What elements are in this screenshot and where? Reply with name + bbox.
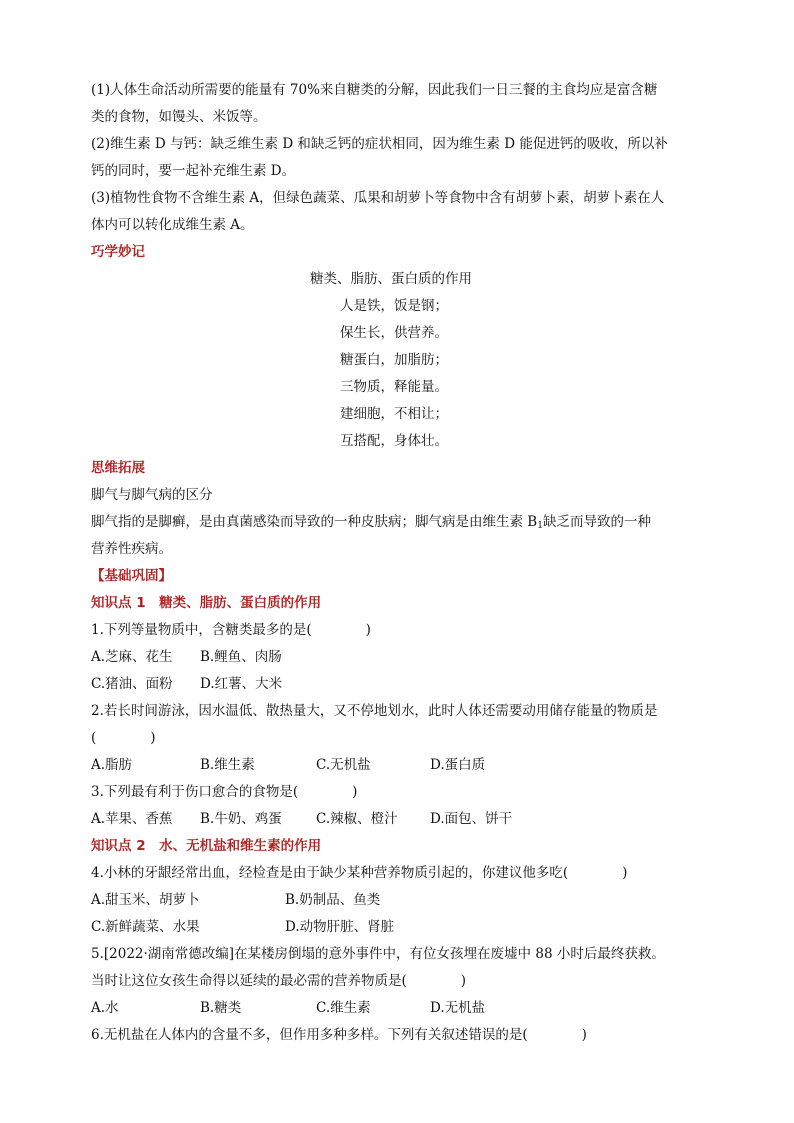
note-3-line-1: (3)植物性食物不含维生素 A，但绿色蔬菜、瓜果和胡萝卜等食物中含有胡萝卜素，胡萝卜素在人 (91, 190, 665, 206)
question-1-option-c: C.猪油、面粉 (91, 676, 173, 692)
question-3-option-d: D.面包、饼干 (430, 811, 513, 827)
extension-body-part-2: 缺乏而导致的一种 (542, 514, 651, 530)
question-1-option-d: D.红薯、大米 (200, 676, 283, 692)
question-3-option-c: C.辣椒、橙汁 (316, 811, 398, 827)
question-2-option-d: D.蛋白质 (430, 757, 486, 773)
question-4-option-c: C.新鲜蔬菜、水果 (91, 919, 200, 935)
extension-subtitle: 脚气与脚气病的区分 (91, 487, 213, 503)
mnemonic-line: 保生长，供营养。 (340, 325, 448, 341)
extension-body-sub: 1 (537, 521, 543, 531)
question-3-stem: 3.下列最有利于伤口愈合的食物是( ) (91, 784, 358, 800)
question-5-option-a: A.水 (91, 1000, 119, 1016)
question-2-option-c: C.无机盐 (316, 757, 371, 773)
extension-body-line-1 (91, 512, 651, 536)
question-2-stem: 2.若长时间游泳，因水温低、散热量大，又不停地划水，此时人体还需要动用储存能量的物质是 (91, 703, 658, 719)
mnemonic-line: 互搭配，身体壮。 (340, 433, 448, 449)
question-2-option-b: B.维生素 (200, 757, 255, 773)
question-5-option-c: C.维生素 (316, 1000, 371, 1016)
basics-heading: 【基础巩固】 (91, 568, 172, 584)
mnemonic-line: 人是铁，饭是钢； (340, 298, 448, 314)
question-3-option-b: B.牛奶、鸡蛋 (200, 811, 282, 827)
question-3-option-a: A.苹果、香蕉 (91, 811, 173, 827)
note-2-line-1: (2)维生素 D 与钙：缺乏维生素 D 和缺乏钙的症状相同，因为维生素 D 能促进钙的吸收，所以补 (91, 136, 668, 152)
question-2-stem-2: ( ) (91, 730, 156, 746)
note-1-line-2: 类的食物，如馒头、米饭等。 (91, 109, 267, 125)
mnemonic-line: 建细胞，不相让； (340, 406, 448, 422)
question-4-option-b: B.奶制品、鱼类 (285, 892, 381, 908)
extension-heading: 思维拓展 (91, 460, 145, 476)
question-4-stem: 4.小林的牙龈经常出血，经检查是由于缺少某种营养物质引起的，你建议他多吃( ) (91, 865, 628, 881)
knowledge-point-1: 知识点 1 糖类、脂肪、蛋白质的作用 (91, 595, 322, 611)
note-3-line-2: 体内可以转化成维生素 A。 (91, 217, 254, 233)
note-2-line-2: 钙的同时，要一起补充维生素 D。 (91, 163, 296, 179)
question-5-option-b: B.糖类 (200, 1000, 242, 1016)
mnemonic-line: 三物质，释能量。 (340, 379, 448, 395)
knowledge-point-2: 知识点 2 水、无机盐和维生素的作用 (91, 838, 322, 854)
extension-body-part-1: 脚气指的是脚癣，是由真菌感染而导致的一种皮肤病；脚气病是由维生素 B (91, 514, 538, 530)
question-6-stem: 6.无机盐在人体内的含量不多，但作用多种多样。下列有关叙述错误的是( ) (91, 1027, 587, 1043)
question-1-stem: 1.下列等量物质中，含糖类最多的是( ) (91, 622, 371, 638)
extension-body-line-2: 营养性疾病。 (91, 541, 172, 557)
mnemonic-line: 糖蛋白，加脂肪； (340, 352, 448, 368)
mnemonic-title: 糖类、脂肪、蛋白质的作用 (310, 271, 472, 287)
question-5-option-d: D.无机盐 (430, 1000, 486, 1016)
note-1-line-1: (1)人体生命活动所需要的能量有 70%来自糖类的分解，因此我们一日三餐的主食均应是富含糖 (91, 82, 658, 98)
question-4-option-d: D.动物肝脏、肾脏 (285, 919, 395, 935)
question-1-option-b: B.鲤鱼、肉肠 (200, 649, 282, 665)
question-5-stem: 5.[2022·湖南常德改编]在某楼房倒塌的意外事件中，有位女孩埋在废墟中 88 小时后最终获救。 (91, 946, 665, 962)
question-1-option-a: A.芝麻、花生 (91, 649, 173, 665)
mnemonic-heading: 巧学妙记 (91, 244, 145, 260)
question-5-stem-2: 当时让这位女孩生命得以延续的最必需的营养物质是( ) (91, 973, 467, 989)
question-2-option-a: A.脂肪 (91, 757, 133, 773)
question-4-option-a: A.甜玉米、胡萝卜 (91, 892, 200, 908)
